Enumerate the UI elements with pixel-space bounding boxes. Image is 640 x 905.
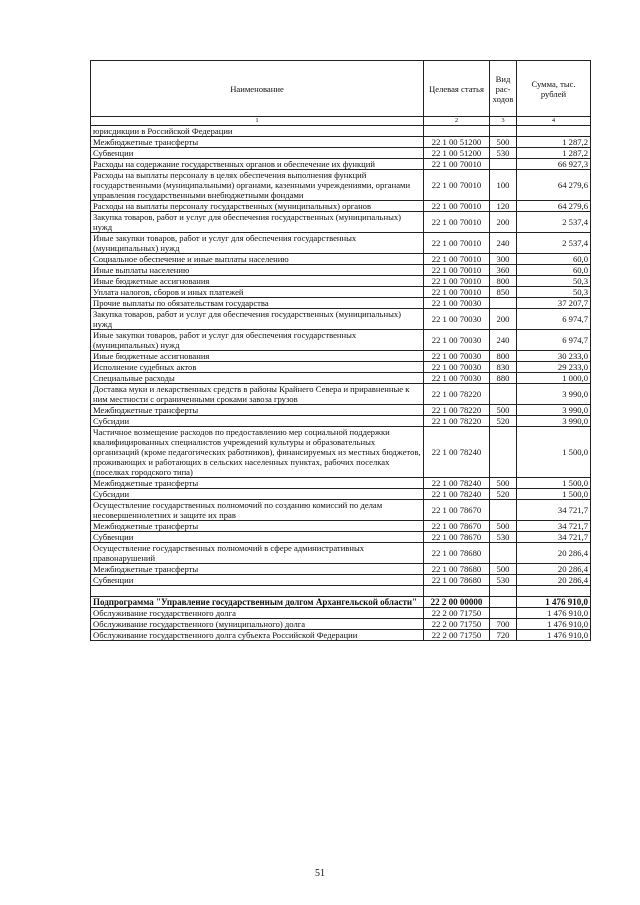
cell-sum: 37 207,7 (517, 298, 591, 309)
cell-name (91, 586, 424, 597)
cell-sum: 3 990,0 (517, 416, 591, 427)
cell-sum: 64 279,6 (517, 170, 591, 201)
cell-sum: 1 287,2 (517, 148, 591, 159)
cell-code: 22 1 00 70030 (424, 330, 490, 351)
table-header-row (91, 61, 591, 117)
cell-code: 22 1 00 78220 (424, 384, 490, 405)
column-numbers-row (91, 117, 591, 126)
header-target-article: Целевая статья (424, 61, 490, 117)
table-row (91, 287, 591, 298)
cell-sum: 1 000,0 (517, 373, 591, 384)
cell-code: 22 1 00 70030 (424, 298, 490, 309)
cell-code: 22 1 00 51200 (424, 148, 490, 159)
cell-name: Подпрограмма "Управление государственным долгом Архангельской области" (91, 597, 424, 608)
cell-code: 22 1 00 70010 (424, 212, 490, 233)
cell-sum: 2 537,4 (517, 212, 591, 233)
cell-type: 100 (490, 170, 517, 201)
cell-code: 22 2 00 71750 (424, 630, 490, 641)
table-row (91, 298, 591, 309)
cell-name: Субвенции (91, 148, 424, 159)
cell-code: 22 1 00 70030 (424, 351, 490, 362)
column-number: 3 (490, 117, 517, 126)
cell-sum: 20 286,4 (517, 575, 591, 586)
table-row (91, 416, 591, 427)
table-row (91, 265, 591, 276)
cell-sum (517, 586, 591, 597)
cell-name: Иные выплаты населению (91, 265, 424, 276)
cell-sum: 34 721,7 (517, 500, 591, 521)
table-row (91, 373, 591, 384)
cell-type: 360 (490, 265, 517, 276)
table-row (91, 170, 591, 201)
cell-code: 22 1 00 78240 (424, 478, 490, 489)
cell-type: 300 (490, 254, 517, 265)
cell-sum: 1 476 910,0 (517, 608, 591, 619)
table-row (91, 254, 591, 265)
cell-type (490, 586, 517, 597)
cell-name: Социальное обеспечение и иные выплаты населению (91, 254, 424, 265)
page-number: 51 (315, 868, 325, 879)
document-page (90, 60, 590, 641)
cell-name: Обслуживание государственного долга субъекта Российской Федерации (91, 630, 424, 641)
cell-name: Межбюджетные трансферты (91, 478, 424, 489)
cell-code: 22 1 00 78670 (424, 532, 490, 543)
cell-type: 120 (490, 201, 517, 212)
cell-sum: 60,0 (517, 254, 591, 265)
cell-type: 530 (490, 575, 517, 586)
cell-sum: 20 286,4 (517, 564, 591, 575)
cell-name: Расходы на содержание государственных органов и обеспечение их функций (91, 159, 424, 170)
cell-code (424, 586, 490, 597)
cell-type: 500 (490, 478, 517, 489)
header-sum: Сумма, тыс. рублей (517, 61, 591, 117)
cell-type (490, 608, 517, 619)
cell-type: 500 (490, 564, 517, 575)
cell-code: 22 1 00 70030 (424, 362, 490, 373)
cell-name: Иные бюджетные ассигнования (91, 276, 424, 287)
cell-type: 720 (490, 630, 517, 641)
cell-sum: 34 721,7 (517, 521, 591, 532)
cell-type (490, 543, 517, 564)
cell-name: Осуществление государственных полномочий в сфере административных правонарушений (91, 543, 424, 564)
cell-code: 22 1 00 78670 (424, 500, 490, 521)
cell-sum: 1 500,0 (517, 478, 591, 489)
cell-type: 500 (490, 521, 517, 532)
cell-type (490, 500, 517, 521)
cell-code: 22 1 00 78220 (424, 416, 490, 427)
cell-name: юрисдикции в Российской Федерации (91, 126, 424, 137)
table-body (91, 61, 591, 641)
cell-code: 22 1 00 78680 (424, 575, 490, 586)
cell-name: Межбюджетные трансферты (91, 137, 424, 148)
table-row (91, 489, 591, 500)
table-row (91, 564, 591, 575)
cell-name: Прочие выплаты по обязательствам государства (91, 298, 424, 309)
cell-type: 530 (490, 532, 517, 543)
cell-sum: 34 721,7 (517, 532, 591, 543)
header-name: Наименование (91, 61, 424, 117)
cell-code: 22 1 00 78240 (424, 427, 490, 478)
cell-code: 22 1 00 78240 (424, 489, 490, 500)
cell-code: 22 1 00 70030 (424, 309, 490, 330)
table-row (91, 212, 591, 233)
cell-name: Уплата налогов, сборов и иных платежей (91, 287, 424, 298)
table-row (91, 276, 591, 287)
cell-name: Расходы на выплаты персоналу государственных (муниципальных) органов (91, 201, 424, 212)
table-row (91, 126, 591, 137)
table-row (91, 405, 591, 416)
cell-type: 800 (490, 351, 517, 362)
cell-name: Обслуживание государственного долга (91, 608, 424, 619)
cell-name: Межбюджетные трансферты (91, 521, 424, 532)
cell-sum: 2 537,4 (517, 233, 591, 254)
cell-name: Частичное возмещение расходов по предоставлению мер социальной поддержки квалифицированных специалистов учреждений культуры и образовательных организаций (кроме педагогических работников), финансируемых из местных бюджетов, проживающих и работающих в сельских населенных пунктах, рабочих поселках (поселках городского типа) (91, 427, 424, 478)
cell-type: 240 (490, 330, 517, 351)
table-row (91, 159, 591, 170)
header-expense-type: Вид рас-ходов (490, 61, 517, 117)
cell-sum: 1 476 910,0 (517, 619, 591, 630)
table-row (91, 608, 591, 619)
table-row (91, 500, 591, 521)
cell-type (490, 427, 517, 478)
cell-name: Закупка товаров, работ и услуг для обеспечения государственных (муниципальных) нужд (91, 309, 424, 330)
cell-name: Специальные расходы (91, 373, 424, 384)
cell-name: Межбюджетные трансферты (91, 564, 424, 575)
cell-code: 22 1 00 70030 (424, 373, 490, 384)
cell-type: 500 (490, 137, 517, 148)
cell-name: Осуществление государственных полномочий по созданию комиссий по делам несовершеннолетних и защите их прав (91, 500, 424, 521)
table-row (91, 597, 591, 608)
cell-name: Субвенции (91, 532, 424, 543)
table-row (91, 351, 591, 362)
cell-code: 22 1 00 70010 (424, 170, 490, 201)
cell-code: 22 1 00 70010 (424, 159, 490, 170)
cell-sum: 1 500,0 (517, 489, 591, 500)
cell-code: 22 1 00 78680 (424, 543, 490, 564)
cell-name: Иные закупки товаров, работ и услуг для обеспечения государственных (муниципальных) нужд (91, 233, 424, 254)
table-row (91, 148, 591, 159)
table-row (91, 586, 591, 597)
cell-sum: 64 279,6 (517, 201, 591, 212)
cell-sum: 60,0 (517, 265, 591, 276)
cell-sum: 20 286,4 (517, 543, 591, 564)
cell-code: 22 1 00 78680 (424, 564, 490, 575)
cell-name: Доставка муки и лекарственных средств в районы Крайнего Севера и приравненные к ним местности с ограниченными сроками завоза грузов (91, 384, 424, 405)
cell-sum: 6 974,7 (517, 309, 591, 330)
cell-type: 520 (490, 416, 517, 427)
cell-code: 22 1 00 70010 (424, 265, 490, 276)
table-row (91, 362, 591, 373)
cell-code (424, 126, 490, 137)
cell-name: Субвенции (91, 575, 424, 586)
cell-sum: 1 476 910,0 (517, 597, 591, 608)
cell-type (490, 159, 517, 170)
cell-type: 800 (490, 276, 517, 287)
table-row (91, 330, 591, 351)
cell-code: 22 1 00 78220 (424, 405, 490, 416)
budget-table (90, 60, 591, 641)
cell-sum: 50,3 (517, 276, 591, 287)
cell-name: Иные бюджетные ассигнования (91, 351, 424, 362)
cell-type (490, 597, 517, 608)
cell-code: 22 1 00 70010 (424, 276, 490, 287)
cell-type (490, 126, 517, 137)
column-number: 4 (517, 117, 591, 126)
cell-code: 22 1 00 70010 (424, 201, 490, 212)
cell-type: 700 (490, 619, 517, 630)
cell-sum (517, 126, 591, 137)
cell-name: Обслуживание государственного (муниципального) долга (91, 619, 424, 630)
table-row (91, 201, 591, 212)
cell-name: Субсидии (91, 416, 424, 427)
table-row (91, 619, 591, 630)
table-row (91, 309, 591, 330)
table-row (91, 137, 591, 148)
cell-code: 22 2 00 00000 (424, 597, 490, 608)
cell-type (490, 384, 517, 405)
column-number: 2 (424, 117, 490, 126)
cell-type: 530 (490, 148, 517, 159)
table-row (91, 532, 591, 543)
cell-code: 22 1 00 70010 (424, 233, 490, 254)
table-row (91, 543, 591, 564)
table-row (91, 521, 591, 532)
cell-name: Исполнение судебных актов (91, 362, 424, 373)
cell-type: 500 (490, 405, 517, 416)
cell-type (490, 298, 517, 309)
cell-sum: 3 990,0 (517, 405, 591, 416)
cell-sum: 30 233,0 (517, 351, 591, 362)
cell-code: 22 1 00 70010 (424, 287, 490, 298)
cell-type: 880 (490, 373, 517, 384)
cell-sum: 1 500,0 (517, 427, 591, 478)
cell-type: 830 (490, 362, 517, 373)
cell-sum: 1 476 910,0 (517, 630, 591, 641)
cell-type: 850 (490, 287, 517, 298)
cell-name: Межбюджетные трансферты (91, 405, 424, 416)
cell-name: Иные закупки товаров, работ и услуг для обеспечения государственных (муниципальных) нужд (91, 330, 424, 351)
cell-code: 22 1 00 51200 (424, 137, 490, 148)
table-row (91, 384, 591, 405)
column-number: 1 (91, 117, 424, 126)
cell-name: Расходы на выплаты персоналу в целях обеспечения выполнения функций государственными (муниципальными) органами, казенными учреждениями, органами управления государственными внебюджетными фондами (91, 170, 424, 201)
cell-sum: 29 233,0 (517, 362, 591, 373)
cell-type: 240 (490, 233, 517, 254)
table-row (91, 233, 591, 254)
cell-sum: 3 990,0 (517, 384, 591, 405)
table-row (91, 575, 591, 586)
cell-sum: 1 287,2 (517, 137, 591, 148)
cell-code: 22 2 00 71750 (424, 619, 490, 630)
cell-code: 22 2 00 71750 (424, 608, 490, 619)
cell-type: 200 (490, 309, 517, 330)
table-row (91, 478, 591, 489)
cell-type: 200 (490, 212, 517, 233)
cell-type: 520 (490, 489, 517, 500)
cell-sum: 66 927,3 (517, 159, 591, 170)
cell-code: 22 1 00 70010 (424, 254, 490, 265)
cell-name: Субсидии (91, 489, 424, 500)
table-row (91, 630, 591, 641)
cell-sum: 6 974,7 (517, 330, 591, 351)
table-row (91, 427, 591, 478)
cell-name: Закупка товаров, работ и услуг для обеспечения государственных (муниципальных) нужд (91, 212, 424, 233)
cell-code: 22 1 00 78670 (424, 521, 490, 532)
cell-sum: 50,3 (517, 287, 591, 298)
